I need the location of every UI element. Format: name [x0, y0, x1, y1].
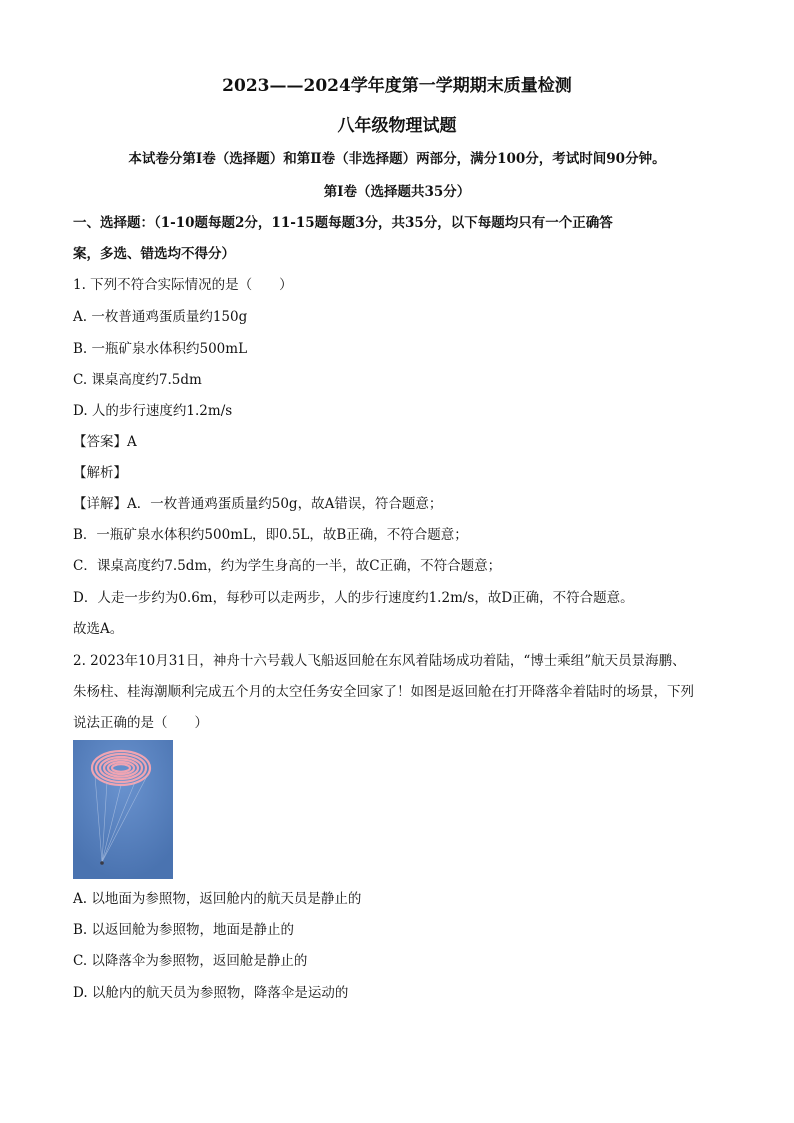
- section-title: 第Ⅰ卷（选择题共35分）: [323, 184, 471, 200]
- q1-analysis-label: 【解析】: [73, 465, 127, 481]
- q1-detail-d: D．人走一步约为0.6m，每秒可以走两步，人的步行速度约1.2m/s，故D正确，不符合题意。: [73, 590, 634, 606]
- q2-option-a: A. 以地面为参照物，返回舱内的航天员是静止的: [73, 891, 362, 907]
- q1-detail-b: B．一瓶矿泉水体积约500mL，即0.5L，故B正确，不符合题意；: [73, 527, 468, 543]
- q1-conclusion: 故选A。: [73, 621, 124, 637]
- q1-detail-c: C．课桌高度约7.5dm，约为学生身高的一半，故C正确，不符合题意；: [73, 558, 502, 574]
- q2-stem-line3: 说法正确的是（ ）: [73, 715, 208, 731]
- q2-option-b: B. 以返回舱为参照物，地面是静止的: [73, 922, 295, 938]
- q1-option-b: B. 一瓶矿泉水体积约500mL: [73, 341, 248, 357]
- exam-title: 2023——2024学年度第一学期期末质量检测: [222, 76, 572, 96]
- exam-subtitle: 八年级物理试题: [337, 116, 457, 136]
- q1-option-c: C. 课桌高度约7.5dm: [73, 372, 202, 388]
- q2-stem-line2: 朱杨柱、桂海潮顺利完成五个月的太空任务安全回家了！如图是返回舱在打开降落伞着陆时的场景，下列: [73, 684, 694, 700]
- exam-intro: 本试卷分第Ⅰ卷（选择题）和第Ⅱ卷（非选择题）两部分，满分100分，考试时间90分钟。: [128, 151, 666, 167]
- q2-stem-line1: 2. 2023年10月31日，神舟十六号载人飞船返回舱在东风着陆场成功着陆，“博士乘组”航天员景海鹏、: [73, 653, 686, 669]
- q2-option-d: D. 以舱内的航天员为参照物，降落伞是运动的: [73, 985, 349, 1001]
- q2-option-c: C. 以降落伞为参照物，返回舱是静止的: [73, 953, 308, 969]
- q1-option-a: A. 一枚普通鸡蛋质量约150g: [73, 309, 248, 325]
- q1-stem: 1. 下列不符合实际情况的是（ ）: [73, 277, 293, 293]
- q1-option-d: D. 人的步行速度约1.2m/s: [73, 403, 233, 419]
- q1-answer: 【答案】A: [73, 434, 137, 450]
- section1-heading-line1: 一、选择题：（1-10题每题2分，11-15题每题3分，共35分，以下每题均只有一个正确答: [73, 215, 613, 231]
- section1-heading-line2: 案，多选、错选均不得分）: [73, 246, 235, 262]
- q1-detail-a: 【详解】A．一枚普通鸡蛋质量约50g，故A错误，符合题意；: [73, 496, 443, 512]
- parachute-photo: [73, 740, 173, 879]
- parachute-icon: [73, 740, 173, 879]
